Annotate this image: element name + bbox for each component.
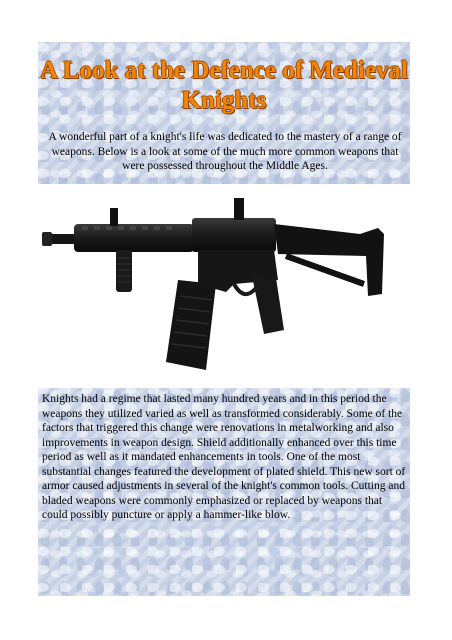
- rifle-illustration: [38, 184, 410, 388]
- front-sight: [110, 208, 118, 226]
- page-title: A Look at the Defence of Medieval Knights: [40, 57, 408, 114]
- pistol-grip: [252, 276, 284, 334]
- intro-paragraph: A wonderful part of a knight's life was dedicated to the mastery of a range of weapons. Below is a look at some of the much more common weapons that were possessed throughout the Middle Ages.: [48, 131, 402, 172]
- magazine: [166, 280, 216, 370]
- rear-sight: [234, 198, 244, 220]
- foregrip: [116, 250, 132, 292]
- body-paragraph: Knights had a regime that lasted many hundred years and in this period the weapons they utilized varied as well as transformed considerably. Some of the factors that triggered this change were renovations in metalworking and also improvements in weapon design. Shield additionally enhanced over this time period as well as it mandated enhancements in tools. One of the most substantial changes featured the development of plated shield. This new sort of armor caused adjustments in several of the knight's common tools. Cutting and bladed weapons were commonly emphasized or replaced by weapons that could possibly puncture or apply a hammer-like blow.: [42, 393, 406, 521]
- rifle-image: [38, 184, 410, 388]
- receiver: [192, 218, 276, 252]
